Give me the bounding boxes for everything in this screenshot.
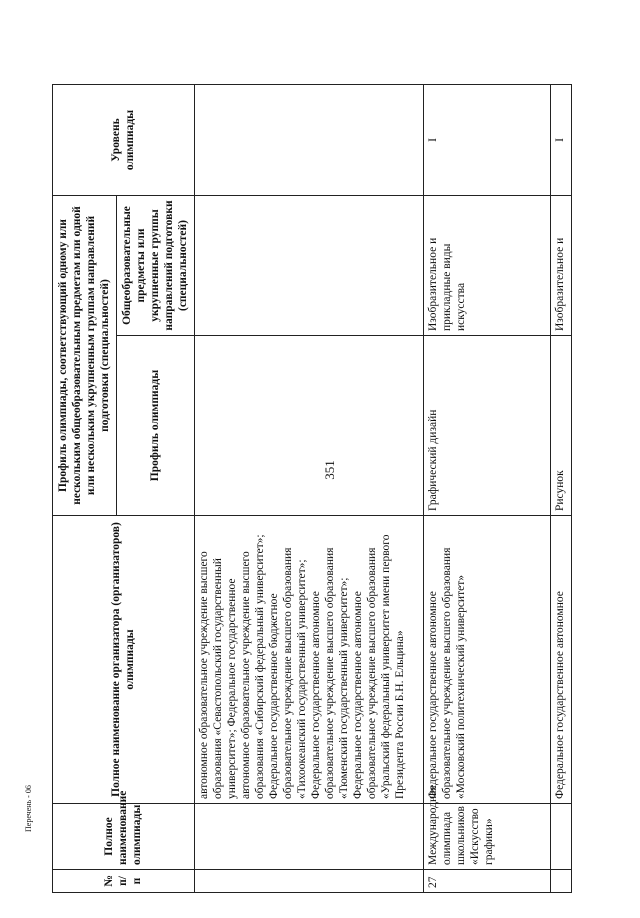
header-name: Полное наименование олимпиады [53,804,195,870]
cell-organizer: Федеральное государственное автономное образовательное учреждение высшего образования «Московский политехнический университет» [424,516,551,804]
cell-organizer: Федеральное государственное автономное [551,516,572,804]
cell-name [551,804,572,870]
footer-text: Перечень - 06 [24,785,33,832]
table-row [424,85,551,893]
cell-no [194,870,423,893]
cell-subjects: Изобразительное и [551,196,572,336]
table-row [551,85,572,893]
cell-no: 27 [424,870,551,893]
cell-level: I [551,85,572,196]
header-level: Уровень олимпиады [53,85,195,196]
cell-profile: Графический дизайн [424,336,551,516]
table-row [194,85,423,893]
cell-no [551,870,572,893]
page-number: 351 [322,460,337,480]
olympiad-table [52,84,572,893]
cell-profile: Рисунок [551,336,572,516]
header-profile-group: Профиль олимпиады, соответствующий одному или нескольким общеобразовательным предметам или одной или нескольким укрупненным группам направлений подготовки (специальностей) [53,196,117,516]
cell-level [194,85,423,196]
header-no: № п/п [53,870,195,893]
cell-name: Международная олимпиада школьников «Искусство графики» [424,804,551,870]
cell-subjects [194,196,423,336]
cell-organizer: автономное образовательное учреждение высшего образования «Севастопольский государственный университет»; Федеральное государственное автономное образовательное учреждение высшего образования «Сибирский федеральный университет»; Федеральное государственное бюджетное образовательное учреждение высшего образования «Тихоокеанский государственный университет»; Федеральное государственное автономное образовательное учреждение высшего образования «Тюменский государственный университет»; Федеральное государственное автономное образовательное учреждение высшего образования «Уральский федеральный университет имени первого Президента России Б.Н. Ельцина» [194,516,423,804]
cell-level: I [424,85,551,196]
header-organizer: Полное наименование организатора (организаторов) олимпиады [53,516,195,804]
cell-subjects: Изобразительное и прикладные виды искусства [424,196,551,336]
cell-name [194,804,423,870]
cell-profile [194,336,423,516]
rotated-table-container [52,85,572,893]
header-subjects: Общеобразовательные предметы или укрупненные группы направлений подготовки (специальностей) [116,196,194,336]
header-profile: Профиль олимпиады [116,336,194,516]
